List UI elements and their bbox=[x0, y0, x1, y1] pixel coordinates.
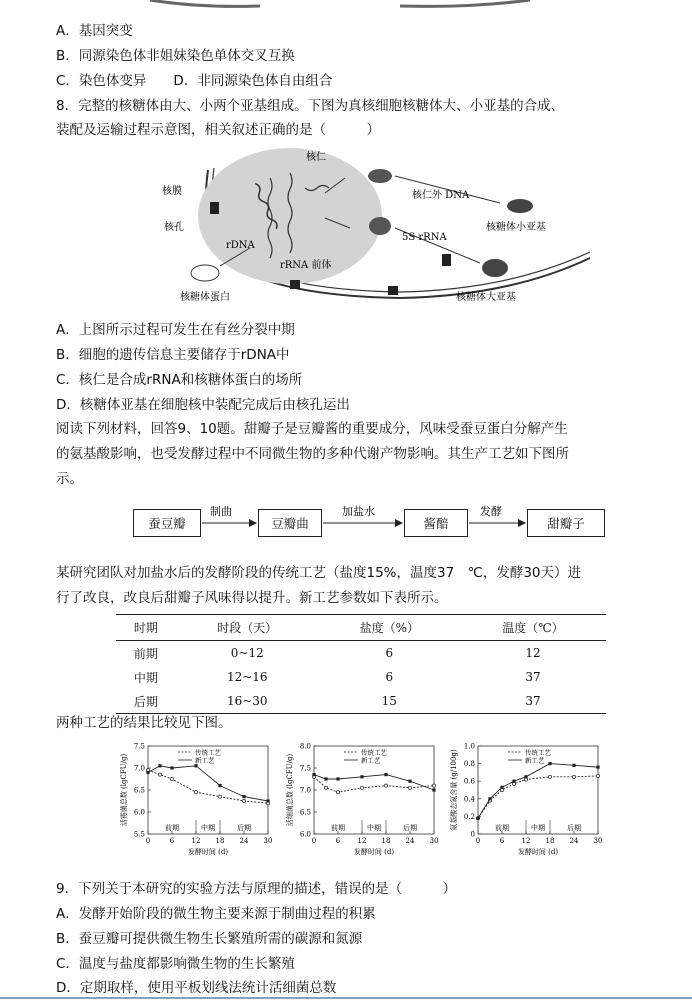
y-tick-label: 7.5 bbox=[299, 764, 311, 773]
table-header: 盐度（%） bbox=[319, 615, 460, 641]
label-rdna: rDNA bbox=[226, 240, 255, 251]
nuclear-pore-1 bbox=[210, 202, 219, 214]
data-point-new bbox=[218, 784, 221, 787]
data-point-traditional bbox=[194, 791, 197, 794]
table-header: 时期 bbox=[116, 615, 176, 641]
data-point-new bbox=[432, 788, 435, 791]
x-tick-label: 12 bbox=[521, 837, 531, 845]
para2-line2: 行了改良，改良后甜瓣子风味得以提升。新工艺参数如下表所示。 bbox=[56, 590, 448, 606]
data-point-new bbox=[572, 764, 575, 767]
compare-line: 两种工艺的结果比较见下图。 bbox=[56, 715, 232, 731]
y-tick-label: 7.0 bbox=[133, 764, 145, 773]
data-point-traditional bbox=[408, 786, 411, 789]
data-point-traditional bbox=[242, 799, 245, 802]
data-point-new bbox=[548, 762, 551, 765]
label-small-subunit: 核糖体小亚基 bbox=[486, 222, 546, 233]
q8-stem-line1: 8．完整的核糖体由大、小两个亚基组成。下图为真核细胞核糖体大、小亚基的合成、 bbox=[56, 98, 565, 114]
series-line-new bbox=[314, 775, 434, 790]
reading-line3: 示。 bbox=[56, 471, 83, 487]
data-point-new bbox=[512, 780, 515, 783]
x-tick-label: 24 bbox=[405, 837, 415, 845]
label-nuclear-pore: 核孔 bbox=[164, 222, 184, 233]
flow-arrow-label-2: 加盐水 bbox=[342, 505, 375, 518]
legend-label: 传统工艺 bbox=[361, 748, 387, 757]
data-point-new bbox=[336, 777, 339, 780]
flow-arrow-label-1: 制曲 bbox=[210, 505, 232, 518]
data-point-new bbox=[408, 780, 411, 783]
x-axis-label: 发酵时间 (d) bbox=[353, 848, 395, 856]
label-large-subunit: 核糖体大亚基 bbox=[456, 292, 516, 303]
y-tick-label: 0 bbox=[470, 830, 475, 839]
x-tick-label: 6 bbox=[169, 837, 175, 845]
y-tick-label: 0.4 bbox=[463, 795, 475, 804]
x-tick-label: 0 bbox=[475, 837, 481, 845]
q7-option-a: A．基因突变 bbox=[56, 23, 133, 39]
data-point-new bbox=[360, 775, 363, 778]
x-tick-label: 6 bbox=[499, 837, 505, 845]
flow-step-4: 甜瓣子 bbox=[527, 509, 605, 537]
cropped-previous-figure bbox=[0, 0, 692, 8]
data-point-traditional bbox=[596, 774, 599, 777]
x-tick-label: 24 bbox=[569, 837, 579, 845]
x-tick-label: 18 bbox=[381, 837, 391, 845]
bottom-rule bbox=[0, 997, 692, 999]
x-tick-label: 6 bbox=[335, 837, 341, 845]
y-tick-label: 0.6 bbox=[463, 777, 475, 786]
y-tick-label: 7.5 bbox=[133, 742, 145, 751]
flow-arrow-label-3: 发酵 bbox=[480, 505, 502, 518]
reading-line2: 的氨基酸影响，也受发酵过程中不同微生物的多种代谢产物影响。其生产工艺如下图所 bbox=[56, 446, 569, 462]
y-tick-label: 6.5 bbox=[299, 808, 311, 817]
data-point-new bbox=[194, 764, 197, 767]
label-nuclear-membrane: 核膜 bbox=[162, 186, 182, 197]
data-point-new bbox=[266, 799, 269, 802]
q9-option-d: D．定期取样，使用平板划线法统计活细菌总数 bbox=[56, 980, 337, 996]
q8-option-c: C．核仁是合成rRNA和核糖体蛋白的场所 bbox=[56, 372, 303, 388]
q8-option-a: A．上图所示过程可发生在有丝分裂中期 bbox=[56, 322, 295, 338]
q9-option-c: C．温度与盐度都影响微生物的生长繁殖 bbox=[56, 956, 295, 972]
x-axis-label: 发酵时间 (d) bbox=[187, 848, 229, 856]
series-line-traditional bbox=[478, 776, 598, 818]
data-point-traditional bbox=[432, 784, 435, 787]
phase-label: 中期 bbox=[201, 824, 215, 832]
data-point-traditional bbox=[572, 775, 575, 778]
x-tick-label: 12 bbox=[357, 837, 367, 845]
x-axis-label: 发酵时间 (d) bbox=[517, 848, 559, 856]
q9-option-a: A．发酵开始阶段的微生物主要来源于制曲过程的积累 bbox=[56, 906, 376, 922]
y-tick-label: 8.0 bbox=[299, 742, 311, 751]
q9-option-b: B．蚕豆瓣可提供微生物生长繁殖所需的碳源和氮源 bbox=[56, 931, 363, 947]
y-axis-label: 活细菌总数 (lgCFU/g) bbox=[286, 753, 294, 827]
data-point-new bbox=[242, 795, 245, 798]
x-tick-label: 18 bbox=[545, 837, 555, 845]
y-tick-label: 6.0 bbox=[299, 830, 311, 839]
phase-label: 中期 bbox=[367, 824, 381, 832]
label-nucleolus: 核仁 bbox=[306, 152, 326, 163]
data-point-new bbox=[488, 797, 491, 800]
subunit-particle-2 bbox=[369, 217, 391, 235]
y-axis-label: 活霉菌总数 (lgCFU/g) bbox=[120, 753, 128, 827]
data-point-new bbox=[324, 777, 327, 780]
data-point-traditional bbox=[336, 791, 339, 794]
table-row: 后期 16~30 15 37 bbox=[116, 689, 606, 714]
y-tick-label: 6.0 bbox=[133, 808, 145, 817]
flow-step-1: 蚕豆瓣 bbox=[133, 509, 201, 537]
y-tick-label: 0.2 bbox=[463, 812, 475, 821]
table-row: 前期 0~12 6 12 bbox=[133, 646, 541, 661]
x-tick-label: 12 bbox=[191, 837, 201, 845]
data-point-traditional bbox=[218, 795, 221, 798]
q7-option-b: B．同源染色体非姐妹染色单体交叉互换 bbox=[56, 48, 295, 64]
phase-label: 前期 bbox=[495, 824, 509, 832]
nuclear-pore-2 bbox=[290, 280, 300, 289]
data-point-new bbox=[146, 771, 149, 774]
phase-label: 后期 bbox=[237, 824, 251, 832]
phase-label: 前期 bbox=[331, 824, 345, 832]
y-tick-label: 7.0 bbox=[299, 786, 311, 795]
nuclear-pore-3 bbox=[388, 286, 398, 295]
legend-label: 新工艺 bbox=[195, 756, 215, 765]
q8-option-d: D．核糖体亚基在细胞核中装配完成后由核孔运出 bbox=[56, 397, 350, 413]
reading-line1: 阅读下列材料，回答9、10题。甜瓣子是豆瓣酱的重要成分，风味受蚕豆蛋白分解产生 bbox=[56, 421, 568, 437]
legend-label: 传统工艺 bbox=[195, 748, 221, 757]
data-point-new bbox=[596, 766, 599, 769]
data-point-new bbox=[524, 775, 527, 778]
table-header: 时段（天） bbox=[176, 615, 319, 641]
nuclear-pore-4 bbox=[442, 254, 451, 266]
q7-option-cd: C．染色体变异 D．非同源染色体自由组合 bbox=[56, 73, 333, 89]
table-header: 温度（℃） bbox=[460, 615, 606, 641]
q8-option-b: B．细胞的遗传信息主要储存于rDNA中 bbox=[56, 347, 290, 363]
data-point-traditional bbox=[548, 775, 551, 778]
data-point-traditional bbox=[384, 784, 387, 787]
data-point-traditional bbox=[324, 786, 327, 789]
flow-step-3: 酱醅 bbox=[404, 509, 468, 537]
label-5s-rrna: 5S rRNA bbox=[402, 232, 447, 243]
phase-label: 中期 bbox=[531, 824, 545, 832]
x-tick-label: 0 bbox=[145, 837, 151, 845]
legend-label: 新工艺 bbox=[525, 756, 545, 765]
ribosomal-protein-shape bbox=[191, 265, 219, 281]
label-ribosomal-protein: 核糖体蛋白 bbox=[180, 292, 230, 303]
x-tick-label: 18 bbox=[215, 837, 225, 845]
para2-line1: 某研究团队对加盐水后的发酵阶段的传统工艺（盐度15%，温度37 ℃，发酵30天）进 bbox=[56, 565, 582, 581]
data-point-new bbox=[476, 817, 479, 820]
q9-stem: 9．下列关于本研究的实验方法与原理的描述，错误的是（ ） bbox=[56, 881, 457, 897]
data-point-new bbox=[158, 764, 161, 767]
table-row: 中期 12~16 6 37 bbox=[133, 670, 541, 685]
flow-step-2: 豆瓣曲 bbox=[258, 509, 322, 537]
ribosome-assembly-diagram bbox=[150, 148, 590, 308]
flow-arrows bbox=[200, 500, 530, 540]
y-tick-label: 6.5 bbox=[133, 786, 145, 795]
legend-label: 新工艺 bbox=[361, 756, 381, 765]
x-tick-label: 30 bbox=[593, 837, 603, 845]
label-rrna-precursor: rRNA 前体 bbox=[280, 260, 332, 271]
large-subunit-shape bbox=[482, 259, 508, 277]
series-line-new bbox=[478, 764, 598, 819]
y-axis-label: 氨基酸态氮含量 (g/100g) bbox=[450, 749, 458, 831]
y-tick-label: 0.8 bbox=[463, 760, 475, 769]
data-point-traditional bbox=[360, 786, 363, 789]
comparison-charts bbox=[118, 740, 603, 870]
q8-stem-line2: 装配及运输过程示意图，相关叙述正确的是（ ） bbox=[56, 122, 380, 138]
data-point-new bbox=[312, 773, 315, 776]
y-tick-label: 1.0 bbox=[463, 742, 475, 751]
data-point-traditional bbox=[170, 777, 173, 780]
subunit-particle-1 bbox=[368, 169, 392, 183]
x-tick-label: 30 bbox=[263, 837, 273, 845]
phase-label: 后期 bbox=[567, 824, 581, 832]
data-point-new bbox=[384, 773, 387, 776]
label-extra-nucleolar-dna: 核仁外 DNA bbox=[412, 190, 470, 201]
data-point-traditional bbox=[158, 773, 161, 776]
legend-label: 传统工艺 bbox=[525, 748, 551, 757]
data-point-new bbox=[500, 786, 503, 789]
phase-label: 前期 bbox=[165, 824, 179, 832]
series-line-new bbox=[148, 766, 268, 801]
x-tick-label: 24 bbox=[239, 837, 249, 845]
x-tick-label: 30 bbox=[429, 837, 439, 845]
data-point-new bbox=[170, 766, 173, 769]
x-tick-label: 0 bbox=[311, 837, 317, 845]
phase-label: 后期 bbox=[403, 824, 417, 832]
small-subunit-shape bbox=[507, 199, 533, 213]
y-tick-label: 5.5 bbox=[133, 830, 145, 839]
new-process-params-table bbox=[116, 614, 606, 714]
